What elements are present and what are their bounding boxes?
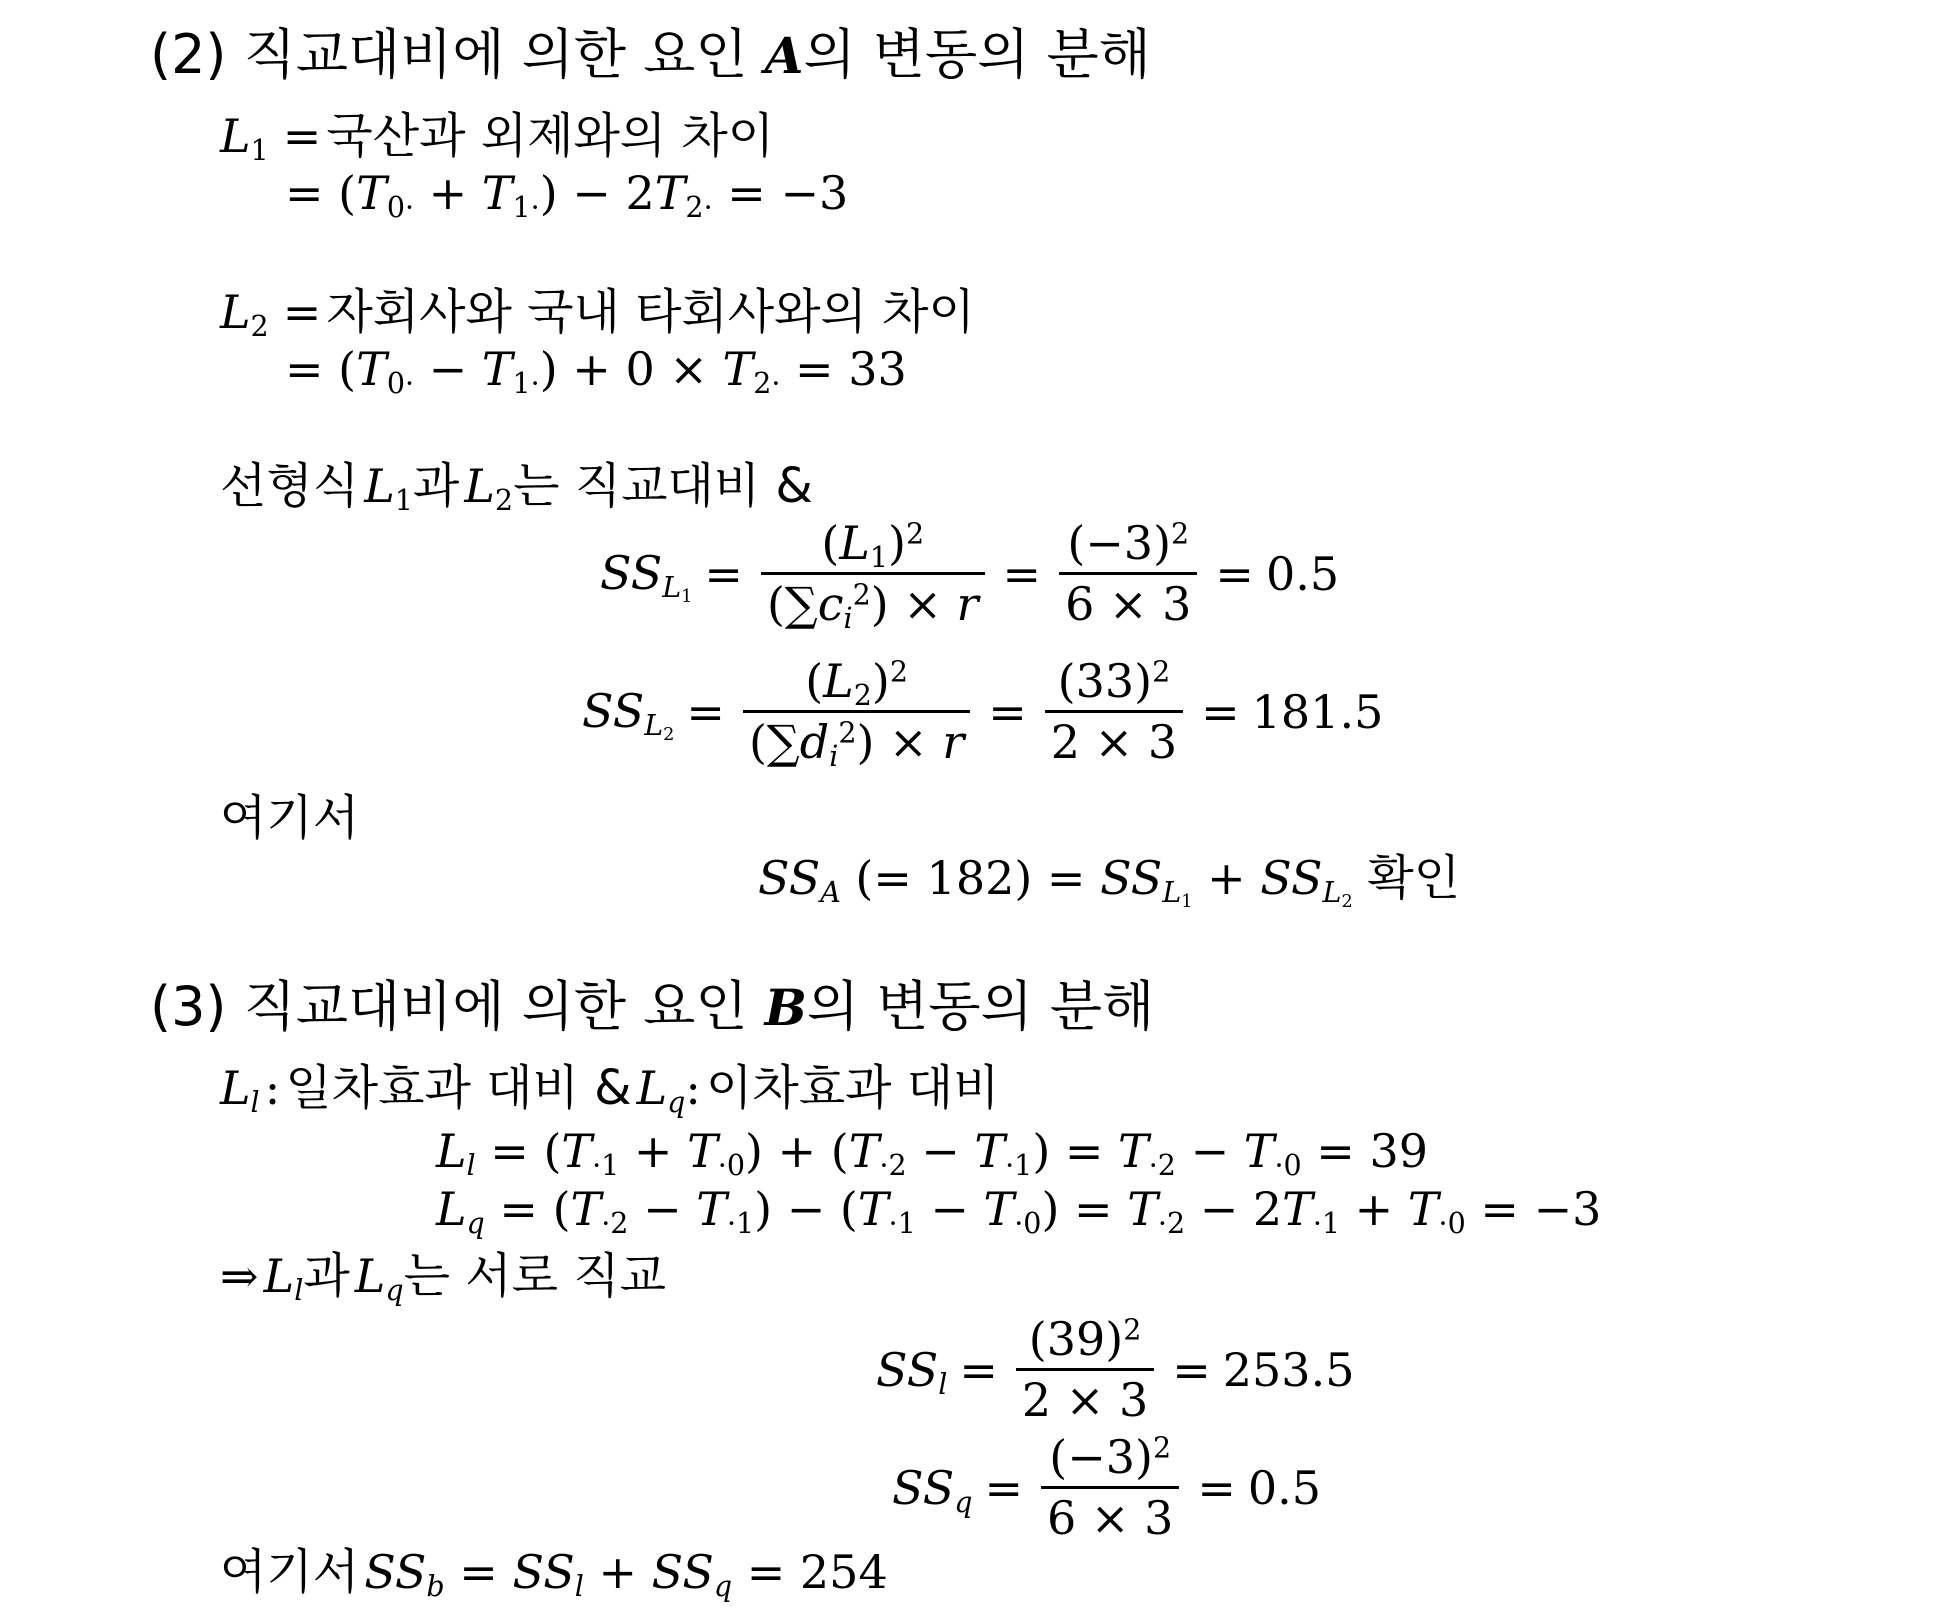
orthogonality-conclusion: ⇒ $L_l$과 $L_q$는 서로 직교 bbox=[220, 1248, 666, 1307]
l2-description: 자회사와 국내 타회사와의 차이 bbox=[326, 284, 975, 340]
heading-text: 직교대비에 의한 요인 bbox=[243, 23, 748, 86]
heading-number: (2) bbox=[150, 23, 227, 86]
ss-l2-fraction: $\frac{(L_2)^2}{(\sum d_i^2) \times r}$ bbox=[743, 658, 970, 765]
lq-result: −3 bbox=[1533, 1182, 1602, 1236]
contrast-definitions: $L_l$ : 일차효과 대비 & $L_q$: 이차효과 대비 bbox=[220, 1060, 1000, 1119]
ss-l2-value-fraction: $\frac{(33)^2}{2 \times 3}$ bbox=[1045, 658, 1183, 765]
heading-text-tail: 의 변동의 분해 bbox=[803, 23, 1151, 86]
ssb-summary: 여기서 $SS_b = SS_l + SS_q = 254$ bbox=[220, 1544, 888, 1603]
orthogonality-statement: 선형식 $L_1$과 $L_2$는 직교대비 & bbox=[220, 458, 813, 517]
ll-formula: $L_l = (T_{\cdot 1} + T_{\cdot 0}) + (T_{\cdot 2} - T_{\cdot 1}) = T_{\cdot 2} - T_{\cdot 0} = 39$ bbox=[436, 1124, 1428, 1182]
ssa-check: $SS_A$ (= $182) = SS_{L_1} + SS_{L_2}$ 확인 bbox=[758, 850, 1461, 912]
l1-formula: = $(T_{0\cdot} + T_{1\cdot}) - 2T_{2\cdot} = -3$ bbox=[285, 166, 849, 224]
ss-l-fraction: $\frac{(39)^2}{2 \times 3}$ bbox=[1016, 1316, 1154, 1423]
confirm-label: 확인 bbox=[1367, 850, 1461, 906]
heading-text-tail: 의 변동의 분해 bbox=[806, 975, 1155, 1038]
heading-text: 직교대비에 의한 요인 bbox=[243, 975, 748, 1038]
ll-description: 일차효과 대비 & bbox=[285, 1060, 632, 1116]
section-2-heading bbox=[150, 23, 1151, 86]
factor-symbol: A bbox=[764, 26, 804, 85]
heading-number: (3) bbox=[150, 975, 227, 1038]
ss-q-fraction: $\frac{(-3)^2}{6 \times 3}$ bbox=[1041, 1434, 1179, 1541]
l1-definition: $L_1$ = 국산과 외제와의 차이 bbox=[220, 108, 775, 167]
l2-definition: $L_2$ = 자회사와 국내 타회사와의 차이 bbox=[220, 284, 975, 343]
ss-l2-equation: $SS_{L_2}$ = $\frac{(L_2)^2}{(\sum d_i^2) \times r}$ = $\frac{(33)^2}{2 \times 3}$ = 181.5 bbox=[582, 654, 1384, 773]
ss-l1-fraction: $\frac{(L_1)^2}{(\sum c_i^2) \times r}$ bbox=[761, 520, 985, 627]
ss-l1-equation: $SS_{L_1}$ = $\frac{(L_1)^2}{(\sum c_i^2) \times r}$ = $\frac{(-3)^2}{6 \times 3}$ = 0.5 bbox=[600, 516, 1340, 635]
section-3-heading bbox=[150, 975, 1155, 1038]
ss-l1-result: 0.5 bbox=[1265, 546, 1340, 601]
ss-l-equation: $SS_l$ = $\frac{(39)^2}{2 \times 3}$ = 253.5 bbox=[876, 1312, 1355, 1427]
l1-description: 국산과 외제와의 차이 bbox=[326, 108, 775, 164]
lq-formula: $L_q = (T_{\cdot 2} - T_{\cdot 1}) - (T_{\cdot 1} - T_{\cdot 0}) = T_{\cdot 2} - 2T_{\cdot 1} + T_{\cdot 0} = -3$ bbox=[436, 1182, 1602, 1240]
lq-description: 이차효과 대비 bbox=[706, 1060, 1000, 1116]
factor-symbol: B bbox=[764, 978, 807, 1037]
here-label-2: 여기서 bbox=[220, 790, 360, 846]
l2-result: 33 bbox=[848, 342, 907, 396]
ss-q-equation: $SS_q$ = $\frac{(-3)^2}{6 \times 3}$ = 0.5 bbox=[892, 1430, 1322, 1545]
ssa-value: 182 bbox=[926, 851, 1015, 905]
ll-result: 39 bbox=[1369, 1124, 1428, 1178]
l1-result: −3 bbox=[780, 166, 849, 220]
ssb-result: 254 bbox=[799, 1545, 888, 1599]
here-label-3: 여기서 bbox=[220, 1544, 360, 1600]
ss-l-result: 253.5 bbox=[1222, 1342, 1355, 1397]
l2-formula: = $(T_{0\cdot} - T_{1\cdot}) + 0 \times T_{2\cdot} = 33$ bbox=[285, 342, 907, 400]
ss-q-result: 0.5 bbox=[1247, 1460, 1322, 1515]
ss-l2-result: 181.5 bbox=[1251, 684, 1384, 739]
ss-l1-value-fraction: $\frac{(-3)^2}{6 \times 3}$ bbox=[1059, 520, 1197, 627]
